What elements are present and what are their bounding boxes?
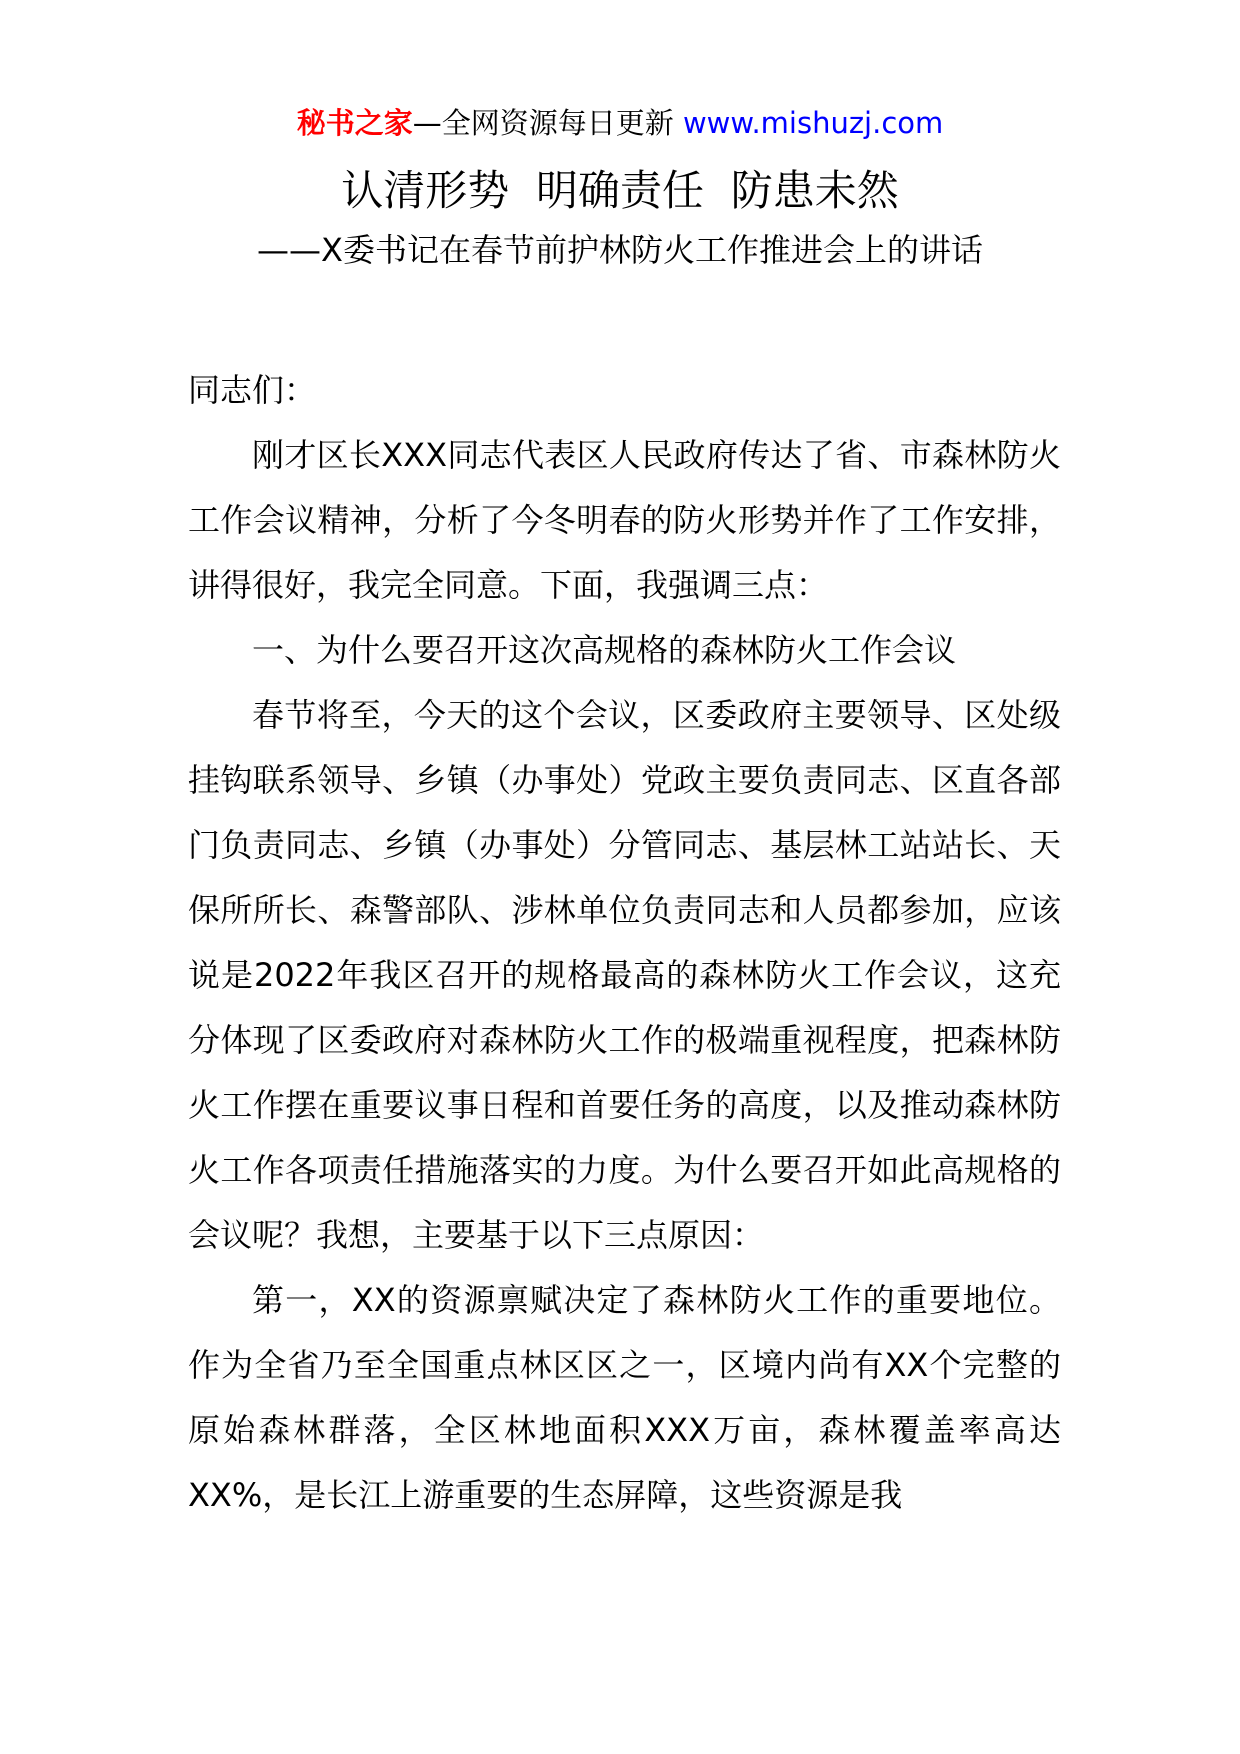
document-body bbox=[188, 358, 1061, 1528]
section-heading: 一、为什么要召开这次高规格的森林防火工作会议 bbox=[252, 631, 957, 669]
brand-name: 秘书之家 bbox=[296, 106, 413, 140]
document-subtitle: ——X委书记在春节前护林防火工作推进会上的讲话 bbox=[257, 231, 983, 269]
document-title: 认清形势 明确责任 防患未然 bbox=[341, 166, 899, 215]
banner-tagline: —全网资源每日更新 bbox=[412, 106, 683, 140]
site-url-link[interactable]: www.mishuzj.com bbox=[682, 106, 944, 140]
body-paragraph: 春节将至，今天的这个会议，区委政府主要领导、区处级挂钩联系领导、乡镇（办事处）党政主要负责同志、区直各部门负责同志、乡镇（办事处）分管同志、基层林工站站长、天保所所长、森警部队、涉林单位负责同志和人员都参加，应该说是2022年我区召开的规格最高的森林防火工作会议，这充分体现了区委政府对森林防火工作的极端重视程度，把森林防火工作摆在重要议事日程和首要任务的高度，以及推动森林防火工作各项责任措施落实的力度。为什么要召开如此高规格的会议呢？我想，主要基于以下三点原因： bbox=[188, 696, 1061, 1254]
body-paragraph: 刚才区长XXX同志代表区人民政府传达了省、市森林防火工作会议精神，分析了今冬明春的防火形势并作了工作安排，讲得很好，我完全同意。下面，我强调三点： bbox=[188, 436, 1061, 604]
salutation: 同志们： bbox=[188, 371, 317, 409]
body-paragraph: 第一，XX的资源禀赋决定了森林防火工作的重要地位。作为全省乃至全国重点林区区之一，区境内尚有XX个完整的原始森林群落，全区林地面积XXX万亩，森林覆盖率高达XX%，是长江上游重要的生态屏障，这些资源是我 bbox=[188, 1281, 1061, 1514]
site-banner bbox=[0, 103, 1240, 143]
